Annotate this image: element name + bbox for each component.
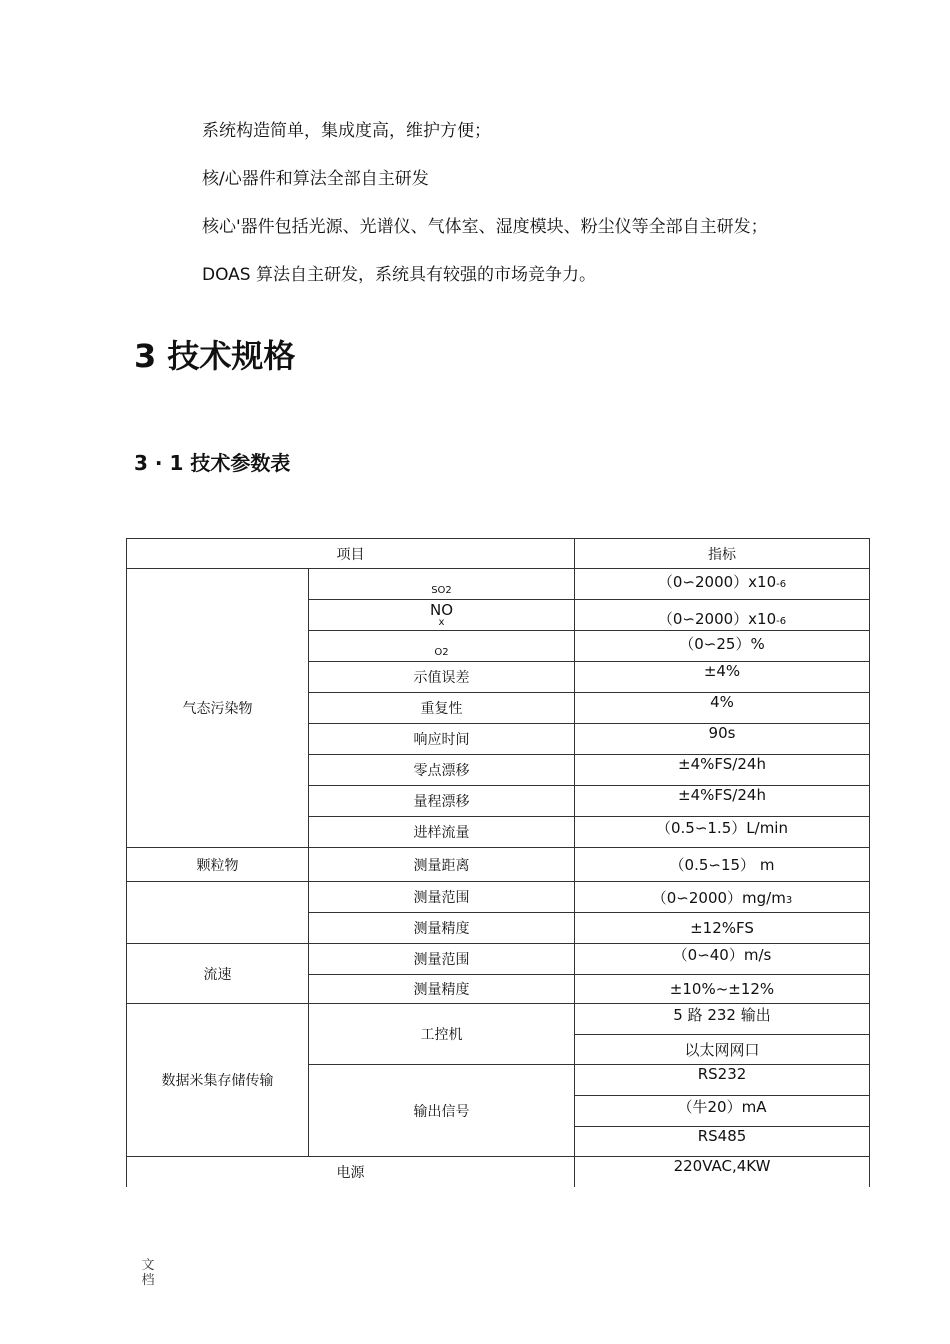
gas-row-name: 响应时间: [309, 724, 575, 755]
so2-label: SO2: [309, 569, 575, 600]
gas-row-name: 量程漂移: [309, 786, 575, 817]
paragraph-1: 系统构造简单，集成度高，维护方便；: [202, 121, 491, 141]
table-row: [127, 848, 870, 882]
header-item: 项目: [127, 539, 575, 569]
o2-value: （0∽25）%: [575, 631, 870, 662]
particle-value: （0.5∽15） m: [575, 848, 870, 882]
output-value: （牛20）mA: [575, 1096, 870, 1127]
ipc-name: 工控机: [309, 1004, 575, 1065]
table-row: [127, 569, 870, 600]
ipc-value: 5 路 232 输出: [575, 1004, 870, 1035]
gas-row-name: 进样流量: [309, 817, 575, 848]
output-value: RS232: [575, 1065, 870, 1096]
power-name: 电源: [127, 1157, 575, 1187]
table-row: [127, 1004, 870, 1035]
dust-category: [127, 882, 309, 944]
table-row: [127, 944, 870, 975]
paragraph-2: 核/心器件和算法全部自主研发: [202, 169, 429, 189]
dust-range-name: 测量范围: [309, 882, 575, 913]
gas-row-value: ±4%FS/24h: [575, 786, 870, 817]
gas-row-value: ±4%: [575, 662, 870, 693]
gas-row-name: 零点漂移: [309, 755, 575, 786]
gas-row-value: （0.5∽1.5）L/min: [575, 817, 870, 848]
output-name: 输出信号: [309, 1065, 575, 1157]
dust-precision-value: ±12%FS: [575, 913, 870, 944]
nox-value: （0∽2000）x10-6: [575, 600, 870, 631]
gas-row-value: 4%: [575, 693, 870, 724]
flow-category: 流速: [127, 944, 309, 1004]
so2-value: （0∽2000）x10-6: [575, 569, 870, 600]
power-value: 220VAC,4KW: [575, 1157, 870, 1187]
output-value: RS485: [575, 1127, 870, 1157]
gas-row-name: 重复性: [309, 693, 575, 724]
particle-category: 颗粒物: [127, 848, 309, 882]
gas-row-name: 示值误差: [309, 662, 575, 693]
gas-row-value: ±4%FS/24h: [575, 755, 870, 786]
header-spec: 指标: [575, 539, 870, 569]
o2-label: O2: [309, 631, 575, 662]
flow-precision-value: ±10%~±12%: [575, 975, 870, 1004]
dust-precision-name: 测量精度: [309, 913, 575, 944]
ipc-value: 以太网网口: [575, 1035, 870, 1065]
nox-label: NO x: [309, 600, 575, 631]
flow-range-name: 测量范围: [309, 944, 575, 975]
gas-category: 气态污染物: [127, 569, 309, 848]
dust-range-value: （0∽2000）mg/m3: [575, 882, 870, 913]
gas-row-value: 90s: [575, 724, 870, 755]
particle-name: 测量距离: [309, 848, 575, 882]
paragraph-3: 核心'器件包括光源、光谱仪、气体室、湿度模块、粉尘仪等全部自主研发；: [202, 217, 768, 237]
subsection-title: 3 · 1 技术参数表: [134, 451, 291, 475]
table-row: [127, 1157, 870, 1187]
paragraph-4: DOAS 算法自主研发，系统具有较强的市场竞争力。: [202, 265, 596, 285]
spec-table: [126, 538, 870, 1187]
flow-precision-name: 测量精度: [309, 975, 575, 1004]
table-row: [127, 882, 870, 913]
footer-mark: 文 档: [141, 1258, 155, 1288]
section-title: 3 技术规格: [134, 337, 296, 375]
data-category: 数据米集存储传输: [127, 1004, 309, 1157]
flow-range-value: （0∽40）m/s: [575, 944, 870, 975]
